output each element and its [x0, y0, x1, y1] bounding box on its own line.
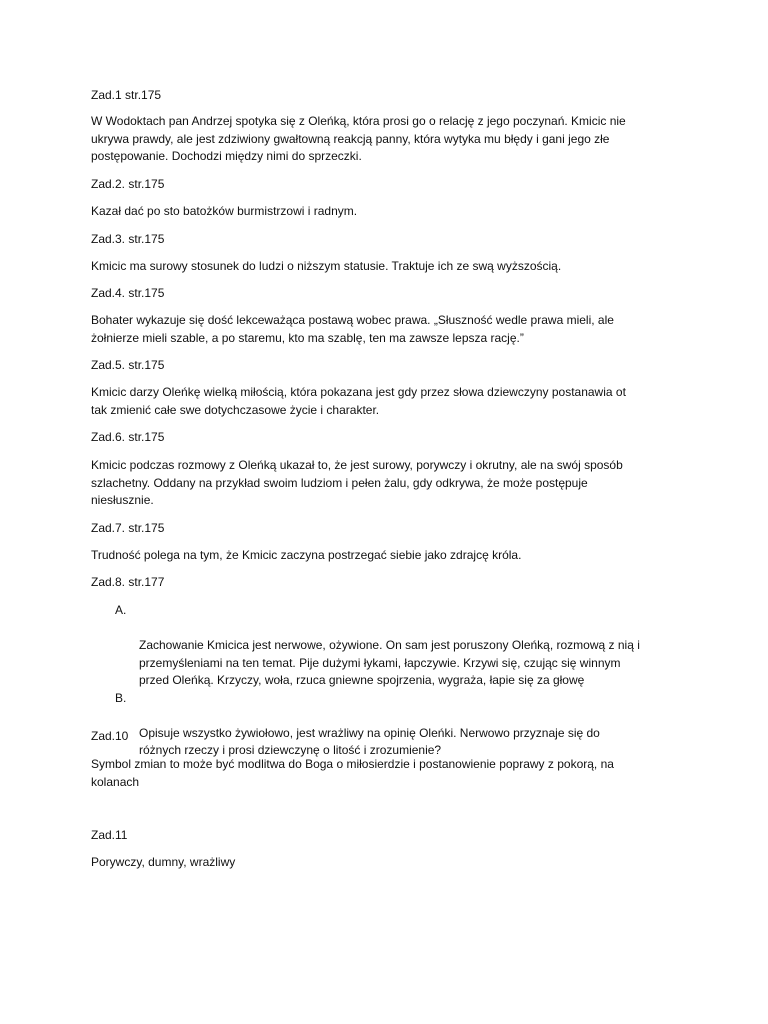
section-zad-6-body — [91, 457, 676, 510]
section-zad-11-body — [91, 854, 676, 872]
section-text: Symbol zmian to może być modlitwa do Boga o miłosierdzie i postanowienie poprawy z pokorą, na kolanach — [91, 757, 614, 789]
section-heading: Zad.2. str.175 — [91, 177, 165, 191]
section-zad-1-body — [91, 113, 676, 166]
section-zad-8 — [91, 574, 676, 592]
section-text: Bohater wykazuje się dość lekceważąca postawą wobec prawa. „Słuszność wedle prawa mieli, ale żołnierze mieli szable, a po staremu, kto ma szablę, ten ma zawsze lepsza rację.” — [91, 313, 614, 345]
section-zad-3 — [91, 231, 676, 249]
section-text: Porywczy, dumny, wrażliwy — [91, 855, 236, 869]
section-text: Kmicic ma surowy stosunek do ludzi o niższym statusie. Traktuje ich ze swą wyższością. — [91, 259, 562, 273]
section-text: Kmicic darzy Oleńkę wielką miłością, która pokazana jest gdy przez słowa dziewczyny postanawia ot tak zmienić całe swe dotychczasowe życie i charakter. — [91, 385, 626, 417]
section-zad-7 — [91, 520, 676, 538]
section-zad-2 — [91, 176, 676, 194]
section-zad-11 — [91, 827, 676, 845]
section-heading: Zad.11 — [91, 828, 128, 842]
list-item-text: Opisuje wszystko żywiołowo, jest wrażliwy na opinię Oleńki. Nerwowo przyznaje się do różnych rzeczy i prosi dziewczynę o litość i zrozumienie? — [139, 725, 600, 757]
section-zad-4 — [91, 285, 676, 303]
section-zad-2-body — [91, 203, 676, 221]
section-zad-5-body — [91, 384, 676, 419]
section-heading: Zad.3. str.175 — [91, 232, 165, 246]
section-heading: Zad.8. str.177 — [91, 575, 165, 589]
section-zad-7-body — [91, 547, 676, 565]
list-item — [115, 602, 675, 690]
section-heading: Zad.4. str.175 — [91, 286, 165, 300]
section-zad-3-body — [91, 258, 676, 276]
section-heading: Zad.7. str.175 — [91, 521, 165, 535]
section-zad-6 — [91, 429, 676, 447]
section-zad-1 — [91, 87, 676, 105]
section-text: Kazał dać po sto batożków burmistrzowi i radnym. — [91, 204, 358, 218]
section-text: W Wodoktach pan Andrzej spotyka się z Oleńką, która prosi go o relację z jego poczynań. Kmicic nie ukrywa prawdy, ale jest zdziwiony gwałtowną reakcją panny, która wytyka mu błędy i gani jego złe postępowanie. Dochodzi między nimi do sprzeczki. — [91, 114, 626, 163]
section-text: Kmicic podczas rozmowy z Oleńką ukazał to, że jest surowy, porywczy i okrutny, ale na swój sposób szlachetny. Oddany na przykład swoim ludziom i pełen żalu, gdy odkrywa, że może postępuje niesłusznie. — [91, 458, 623, 507]
section-zad-4-body — [91, 312, 676, 347]
list-marker: B. — [115, 690, 127, 705]
section-zad-10-body — [91, 756, 676, 791]
list-item — [115, 690, 675, 760]
section-zad-10 — [91, 728, 676, 746]
section-heading: Zad.1 str.175 — [91, 88, 162, 102]
section-text: Trudność polega na tym, że Kmicic zaczyna postrzegać siebie jako zdrajcę króla. — [91, 548, 522, 562]
list-marker: A. — [115, 603, 127, 617]
section-zad-5 — [91, 357, 676, 375]
section-heading: Zad.10 — [91, 729, 129, 743]
section-heading: Zad.5. str.175 — [91, 358, 165, 372]
section-heading: Zad.6. str.175 — [91, 430, 165, 444]
list-item-text: Zachowanie Kmicica jest nerwowe, ożywione. On sam jest poruszony Oleńką, rozmową z nią i przemyśleniami na ten temat. Pije dużymi łykami, łapczywie. Krzywi się, czując się winnym przed Oleńką. Krzyczy, woła, rzuca gniewne spojrzenia, wygraża, łapie się za głowę — [139, 638, 640, 687]
